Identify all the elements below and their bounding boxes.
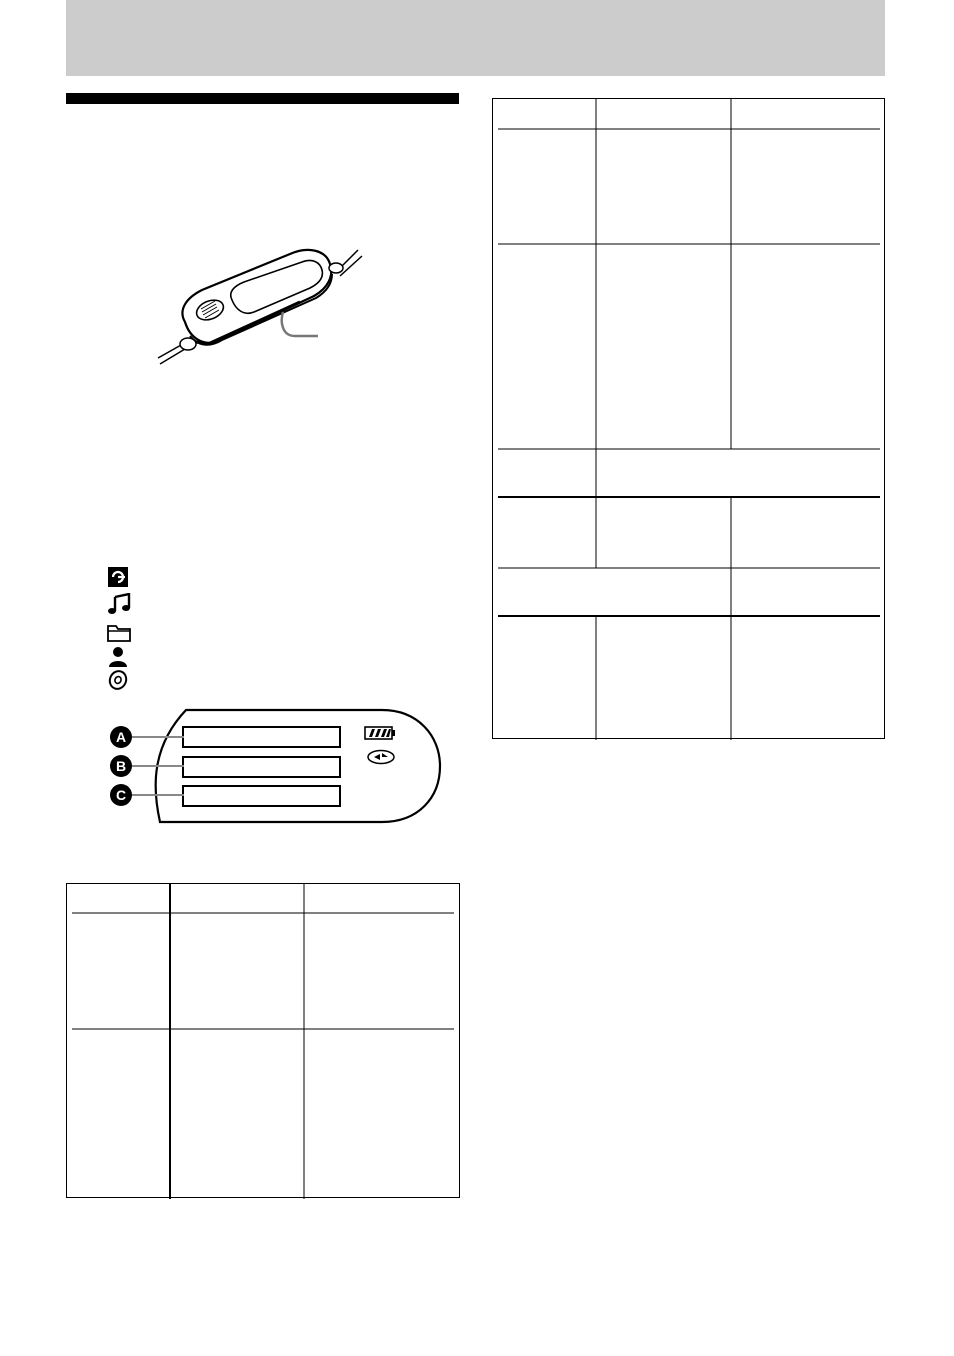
marker-a: A xyxy=(110,726,132,748)
remote-control-illustration xyxy=(150,240,370,370)
marker-c: C xyxy=(110,784,132,806)
music-note-icon xyxy=(106,593,134,615)
header-band xyxy=(66,0,885,76)
folder-icon xyxy=(106,622,134,644)
table-right xyxy=(492,98,885,739)
section-title-rule xyxy=(66,93,459,104)
battery-icon xyxy=(364,726,396,740)
artist-icon xyxy=(106,646,134,668)
display-outline xyxy=(150,706,445,828)
disc-icon xyxy=(106,669,134,691)
table-left xyxy=(66,883,460,1198)
disc-indicator-icon xyxy=(366,749,396,765)
group-icon xyxy=(106,566,134,588)
marker-b: B xyxy=(110,755,132,777)
